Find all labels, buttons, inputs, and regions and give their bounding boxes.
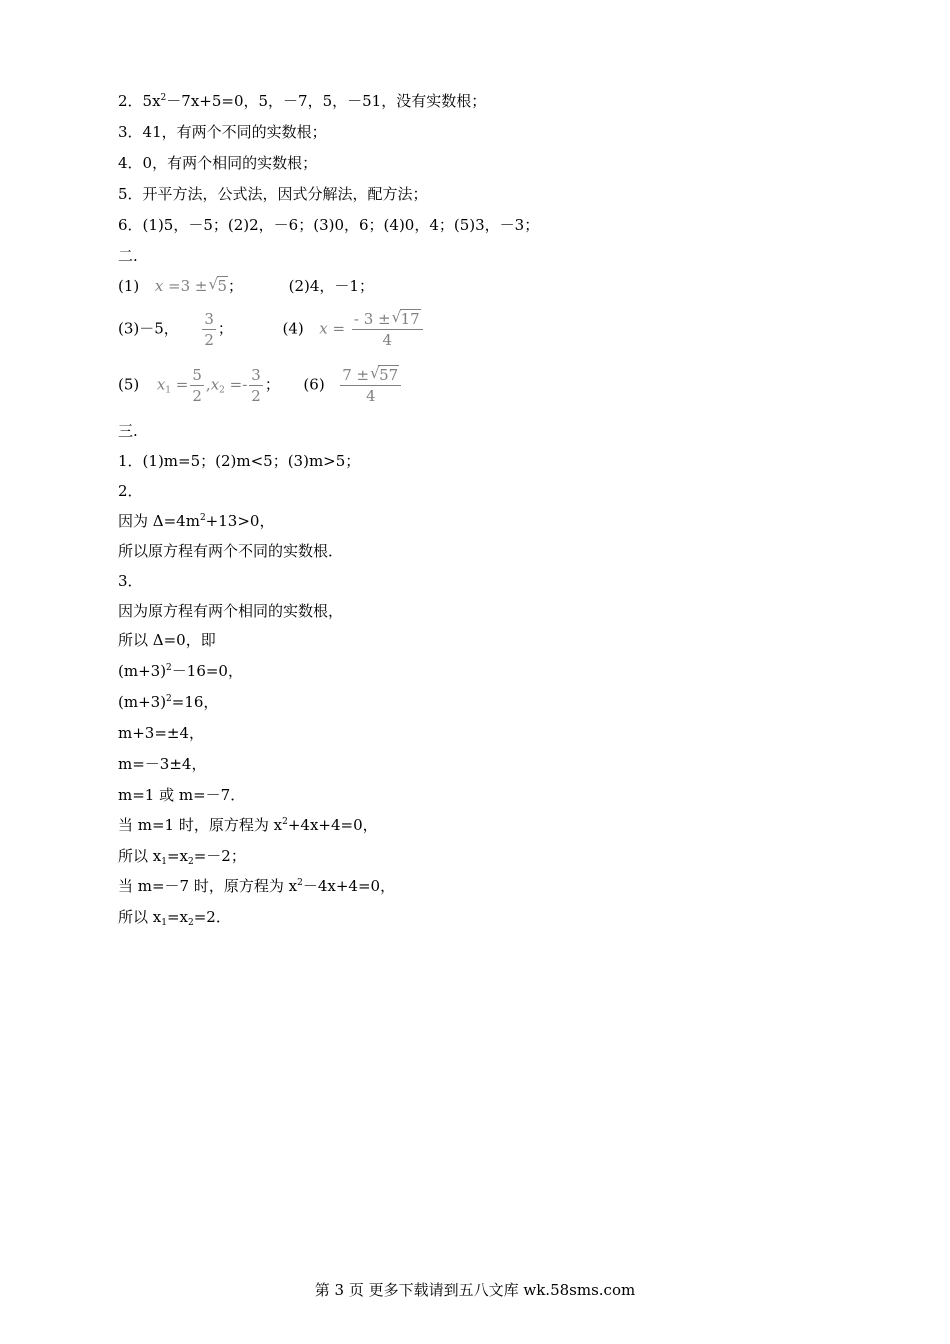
page-footer: 第 3 页 更多下载请到五八文库 wk.58sms.com bbox=[314, 1281, 636, 1299]
question-3-line-j bbox=[118, 876, 395, 896]
text: ； bbox=[264, 375, 280, 394]
item-label: (1) bbox=[118, 277, 140, 295]
text: +13>0， bbox=[205, 512, 275, 530]
text: (m+3) bbox=[118, 693, 167, 711]
math-variable: x bbox=[210, 375, 220, 394]
question-3-line-c bbox=[118, 661, 243, 681]
text: ； bbox=[217, 319, 233, 338]
superscript: 2 bbox=[166, 663, 172, 673]
text: (m+3) bbox=[118, 662, 167, 680]
question-3-line-f: m=－3±4， bbox=[118, 755, 207, 773]
question-3-line-e: m+3=±4， bbox=[118, 724, 205, 742]
math-text: , bbox=[205, 375, 211, 394]
math-text: = bbox=[327, 319, 346, 338]
radicand: 5 bbox=[217, 277, 228, 295]
text: =x bbox=[166, 847, 188, 865]
question-3-line-g: m=1 或 m=－7． bbox=[118, 786, 246, 804]
text: －4x+4=0， bbox=[302, 877, 396, 895]
solution-row-5-6 bbox=[118, 366, 403, 405]
superscript: 2 bbox=[166, 694, 172, 704]
numerator bbox=[352, 310, 423, 330]
item-2-answer: (2)4，－1； bbox=[288, 277, 374, 295]
text: 当 m=1 时，原方程为 x bbox=[118, 816, 283, 834]
question-3-line-k bbox=[118, 907, 231, 927]
math-text: 7 ± bbox=[342, 366, 370, 384]
square-root: √ 17 bbox=[391, 308, 420, 328]
text: 因为 Δ=4m bbox=[118, 512, 200, 530]
text: +4x+4=0， bbox=[287, 816, 378, 834]
item-label: (4) bbox=[282, 319, 304, 338]
answer-line-5: 5．开平方法，公式法，因式分解法，配方法； bbox=[118, 185, 428, 203]
superscript: 2 bbox=[199, 513, 206, 523]
question-2-line-a bbox=[118, 511, 274, 531]
answer-line-3: 3．41，有两个不同的实数根； bbox=[118, 123, 327, 141]
item-label: (6) bbox=[303, 375, 325, 394]
subscript: 2 bbox=[188, 918, 194, 928]
denominator: 2 bbox=[192, 387, 202, 405]
math-variable: x bbox=[154, 277, 164, 295]
question-2-line-b: 所以原方程有两个不同的实数根． bbox=[118, 542, 344, 560]
square-root: √ 5 bbox=[208, 275, 228, 295]
question-3-line-i bbox=[118, 846, 246, 866]
fraction bbox=[190, 366, 204, 405]
text: －7x+5=0，5，－7，5，－51，没有实数根； bbox=[166, 92, 487, 110]
question-3-label: 3． bbox=[118, 572, 143, 590]
subscript: 1 bbox=[161, 918, 167, 928]
math-variable: x bbox=[319, 319, 328, 338]
denominator: 4 bbox=[382, 331, 393, 349]
subscript: 2 bbox=[188, 857, 194, 867]
text: 所以 x bbox=[118, 908, 162, 926]
math-text: - 3 ± bbox=[353, 310, 391, 328]
fraction bbox=[352, 310, 423, 349]
subscript: 1 bbox=[161, 857, 167, 867]
text: 所以 x bbox=[118, 847, 162, 865]
text: 2．5x bbox=[118, 92, 161, 110]
question-1-answer: 1．(1)m=5；(2)m<5；(3)m>5； bbox=[118, 452, 361, 470]
text: =x bbox=[166, 908, 188, 926]
denominator: 2 bbox=[204, 331, 214, 349]
text: =2． bbox=[193, 908, 231, 926]
section-heading-3: 三. bbox=[118, 422, 138, 440]
answer-line-2 bbox=[118, 91, 486, 111]
question-3-line-b: 所以 Δ=0，即 bbox=[118, 631, 216, 649]
math-text: =3 ± bbox=[163, 277, 208, 295]
solution-row-1-2 bbox=[118, 276, 374, 296]
radicand: 57 bbox=[379, 366, 399, 384]
square-root: √ 57 bbox=[370, 364, 399, 384]
math-text: =- bbox=[224, 375, 248, 394]
text: =16， bbox=[171, 693, 219, 711]
question-3-line-h bbox=[118, 815, 378, 835]
item-label: (5) bbox=[118, 375, 140, 394]
numerator: 3 bbox=[204, 310, 214, 328]
question-2-label: 2． bbox=[118, 482, 143, 500]
math-text: = bbox=[171, 375, 189, 394]
text: 当 m=－7 时，原方程为 x bbox=[118, 877, 298, 895]
numerator: 3 bbox=[251, 366, 261, 384]
superscript: 2 bbox=[282, 817, 288, 827]
question-3-line-d bbox=[118, 692, 218, 712]
answer-line-6: 6．(1)5，－5；(2)2，－6；(3)0，6；(4)0，4；(5)3，－3； bbox=[118, 216, 540, 234]
radicand: 17 bbox=[400, 310, 420, 328]
numerator bbox=[340, 366, 401, 386]
answer-line-4: 4．0，有两个相同的实数根； bbox=[118, 154, 318, 172]
subscript: 1 bbox=[165, 385, 172, 396]
subscript: 2 bbox=[219, 385, 225, 396]
fraction bbox=[340, 366, 401, 405]
math-variable: x bbox=[156, 375, 166, 394]
question-3-line-a: 因为原方程有两个相同的实数根， bbox=[118, 602, 344, 620]
fraction bbox=[202, 310, 216, 349]
superscript: 2 bbox=[160, 93, 167, 103]
text: －16=0， bbox=[171, 662, 243, 680]
item-3-answer: (3)－5， bbox=[118, 319, 179, 338]
text: =－2； bbox=[193, 847, 246, 865]
denominator: 4 bbox=[365, 387, 376, 405]
solution-row-3-4 bbox=[118, 310, 425, 349]
superscript: 2 bbox=[297, 878, 303, 888]
fraction bbox=[249, 366, 263, 405]
numerator: 5 bbox=[192, 366, 202, 384]
denominator: 2 bbox=[251, 387, 261, 405]
text: ； bbox=[228, 277, 244, 295]
section-heading-2: 二. bbox=[118, 247, 138, 265]
